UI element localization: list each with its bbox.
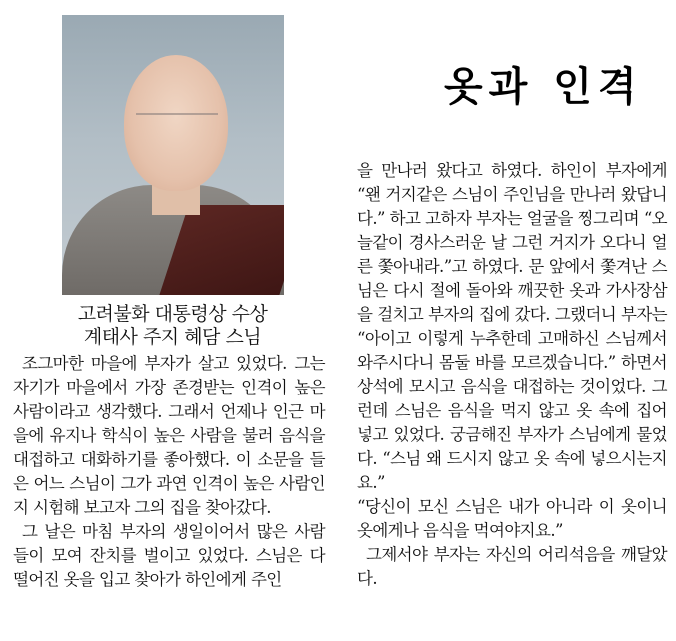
paragraph: “당신이 모신 스님은 내가 아니라 이 옷이니 옷에게나 음식을 먹여야지요.” bbox=[357, 497, 667, 540]
paragraph: 을 만나러 왔다고 하였다. 하인이 부자에게 “왠 거지같은 스님이 주인님을 만나러 왔답니다.” 하고 고하자 부자는 얼굴을 찡그리며 “오늘같이 경사스러운 날 그런 거지가 오다니 얼른 쫓아내라.”고 하였다. 문 앞에서 쫓겨난 스님은 다시 절에 돌아와 깨끗한 옷과 가사장삼을 걸치고 부자의 집에 갔다. 그랬더니 부자는 “아이고 이렇게 누추한데 고매하신 스님께서 와주시다니 몸둘 바를 모르겠습니다.” 하면서 상석에 모시고 음식을 대접하는 것이었다. 그런데 스님은 음식을 먹지 않고 옷 속에 집어 넣고 있었다. 궁금해진 부자가 스님에게 물었다. “스님 왜 드시지 않고 옷 속에 넣으시는지요.” bbox=[357, 161, 667, 492]
photo-caption-line-2: 계태사 주지 혜담 스님 bbox=[83, 326, 262, 348]
photo-caption-line-1: 고려불화 대통령상 수상 bbox=[77, 303, 268, 325]
paragraph: 조그마한 마을에 부자가 살고 있었다. 그는 자기가 마을에서 가장 존경받는 인격이 높은 사람이라고 생각했다. 그래서 언제나 인근 마을에 유지나 학식이 높은 사람을 불러 음식을 대접하고 대화하기를 좋아했다. 이 소문을 들은 어느 스님이 그가 과연 인격이 높은 사람인지 시험해 보고자 그의 집을 찾아갔다. bbox=[13, 354, 325, 517]
paragraph: 그제서야 부자는 자신의 어리석음을 깨달았다. bbox=[357, 545, 667, 588]
glasses bbox=[136, 113, 218, 135]
article-column-right bbox=[357, 159, 667, 591]
article-column-left bbox=[13, 352, 325, 592]
paragraph: 그 날은 마침 부자의 생일이어서 많은 사람들이 모여 잔치를 벌이고 있었다. 스님은 다 떨어진 옷을 입고 찾아가 하인에게 주인 bbox=[13, 522, 325, 589]
monk-portrait-photo bbox=[62, 15, 284, 295]
article-title: 옷과 인격 bbox=[444, 64, 643, 110]
